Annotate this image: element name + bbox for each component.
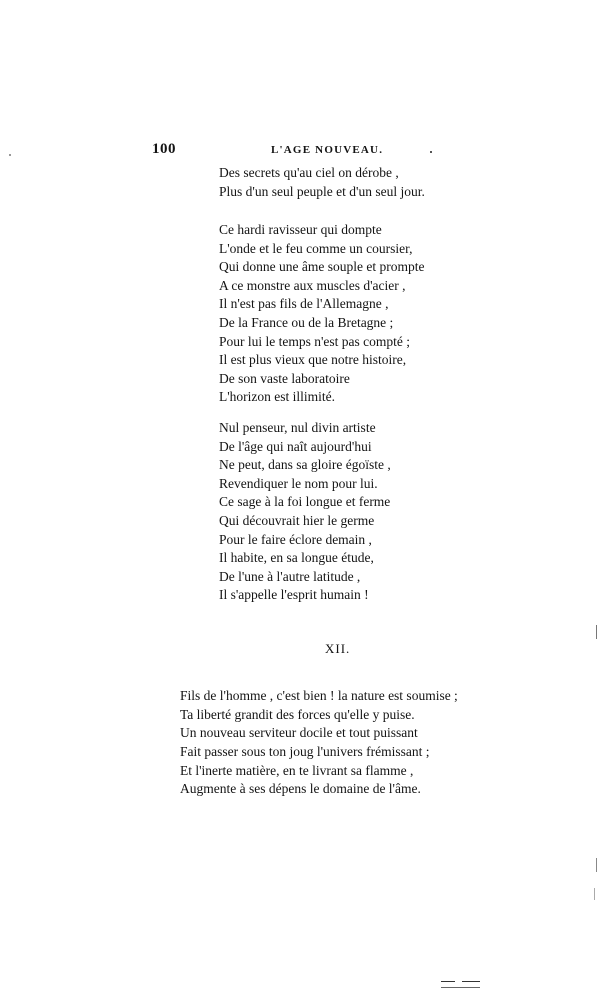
verse-line: Ta liberté grandit des forces qu'elle y puise.: [180, 706, 415, 722]
verse-line: De son vaste laboratoire: [219, 370, 350, 386]
verse-line: Ce hardi ravisseur qui dompte: [219, 222, 382, 237]
verse-line: A ce monstre aux muscles d'acier ,: [219, 277, 406, 293]
scan-speck: [9, 154, 11, 156]
scan-speck: [441, 987, 480, 988]
section-numeral: XII.: [325, 641, 351, 656]
running-head: L'AGE NOUVEAU.: [271, 144, 384, 156]
verse-line: Revendiquer le nom pour lui.: [219, 475, 378, 491]
verse-line: Pour lui le temps n'est pas compté ;: [219, 333, 411, 349]
verse-line: L'onde et le feu comme un coursier,: [219, 240, 413, 256]
stanza-3: [219, 419, 391, 605]
scan-speck: [596, 625, 597, 639]
verse-line: Un nouveau serviteur docile et tout puissant: [180, 725, 418, 741]
verse-line: Nul penseur, nul divin artiste: [219, 420, 376, 435]
verse-line: Il n'est pas fils de l'Allemagne ,: [219, 296, 389, 312]
verse-line: Ne peut, dans sa gloire égoïste ,: [219, 457, 391, 473]
verse-line: Il est plus vieux que notre histoire,: [219, 352, 407, 368]
verse-line: L'horizon est illimité.: [219, 389, 336, 405]
scan-speck: [462, 981, 480, 982]
verse-line: Plus d'un seul peuple et d'un seul jour.: [219, 183, 425, 199]
verse-line: Qui découvrait hier le germe: [219, 512, 375, 528]
verse-line: Fils de l'homme , c'est bien ! la nature est soumise ;: [180, 688, 458, 703]
stanza-2: [219, 221, 424, 407]
scan-speck: [430, 151, 432, 153]
verse-line: Il s'appelle l'esprit humain !: [219, 587, 369, 603]
verse-line: Fait passer sous ton joug l'univers frémissant ;: [180, 744, 430, 760]
scan-speck: [594, 888, 595, 900]
verse-line: Des secrets qu'au ciel on dérobe ,: [219, 165, 399, 180]
verse-line: Et l'inerte matière, en te livrant sa flamme ,: [180, 762, 414, 778]
verse-line: De l'âge qui naît aujourd'hui: [219, 438, 372, 454]
page-number: 100: [152, 141, 176, 157]
verse-line: Augmente à ses dépens le domaine de l'âme.: [180, 781, 421, 797]
verse-line: Il habite, en sa longue étude,: [219, 550, 374, 566]
stanza-1: [219, 164, 425, 201]
verse-line: De la France ou de la Bretagne ;: [219, 314, 394, 330]
verse-line: De l'une à l'autre latitude ,: [219, 568, 361, 584]
scan-speck: [441, 981, 455, 982]
verse-line: Ce sage à la foi longue et ferme: [219, 494, 391, 510]
verse-line: Pour le faire éclore demain ,: [219, 531, 372, 547]
verse-line: Qui donne une âme souple et prompte: [219, 259, 425, 275]
stanza-4: [180, 687, 458, 799]
scan-speck: [596, 858, 597, 872]
